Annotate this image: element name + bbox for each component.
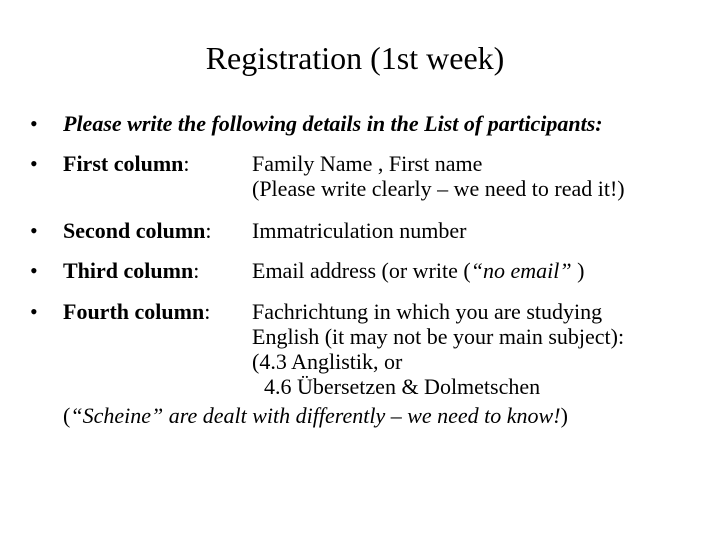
fourth-column-line-4: 4.6 Übersetzen & Dolmetschen (264, 374, 541, 399)
bullet-icon: • (30, 258, 38, 283)
first-column-label (63, 151, 190, 177)
second-column-line-1: Immatriculation number (252, 218, 467, 243)
bullet-icon: • (30, 299, 38, 324)
intro-text: Please write the following details in the List of participants: (63, 111, 603, 136)
fourth-column-label (63, 299, 210, 325)
label-colon: : (193, 258, 200, 283)
note-open-paren: ( (63, 403, 71, 428)
fourth-column-line-3: (4.3 Anglistik, or (252, 349, 403, 374)
note-close-paren: ) (560, 403, 568, 428)
label-colon: : (205, 218, 212, 243)
no-email-text: “no email” (470, 258, 572, 283)
second-column-label (63, 218, 212, 244)
second-column-label-text: Second column (63, 218, 206, 243)
third-column-description (252, 258, 584, 283)
first-column-line-1: Family Name , First name (252, 151, 483, 176)
first-column-line-2: (Please write clearly – we need to read it!) (252, 176, 625, 201)
bullet-icon: • (30, 151, 38, 176)
slide-title: Registration (1st week) (205, 40, 505, 76)
fourth-column-description (252, 299, 624, 399)
email-text-before: Email address (or write ( (252, 258, 471, 283)
first-column-description (252, 151, 625, 201)
email-text-after: ) (571, 258, 585, 283)
third-column-label-text: Third column (63, 258, 194, 283)
label-colon: : (183, 151, 190, 176)
first-column-label-text: First column (63, 151, 184, 176)
scheine-note (63, 403, 568, 429)
fourth-column-line-1: Fachrichtung in which you are studying (252, 299, 603, 324)
second-column-description (252, 218, 466, 243)
bullet-icon: • (30, 218, 38, 243)
bullet-icon: • (30, 111, 38, 136)
fourth-column-line-2: English (it may not be your main subject): (252, 324, 625, 349)
fourth-column-label-text: Fourth column (63, 299, 205, 324)
label-colon: : (204, 299, 211, 324)
note-italic-text: “Scheine” are dealt with differently – we need to know! (70, 403, 561, 428)
third-column-label (63, 258, 199, 284)
